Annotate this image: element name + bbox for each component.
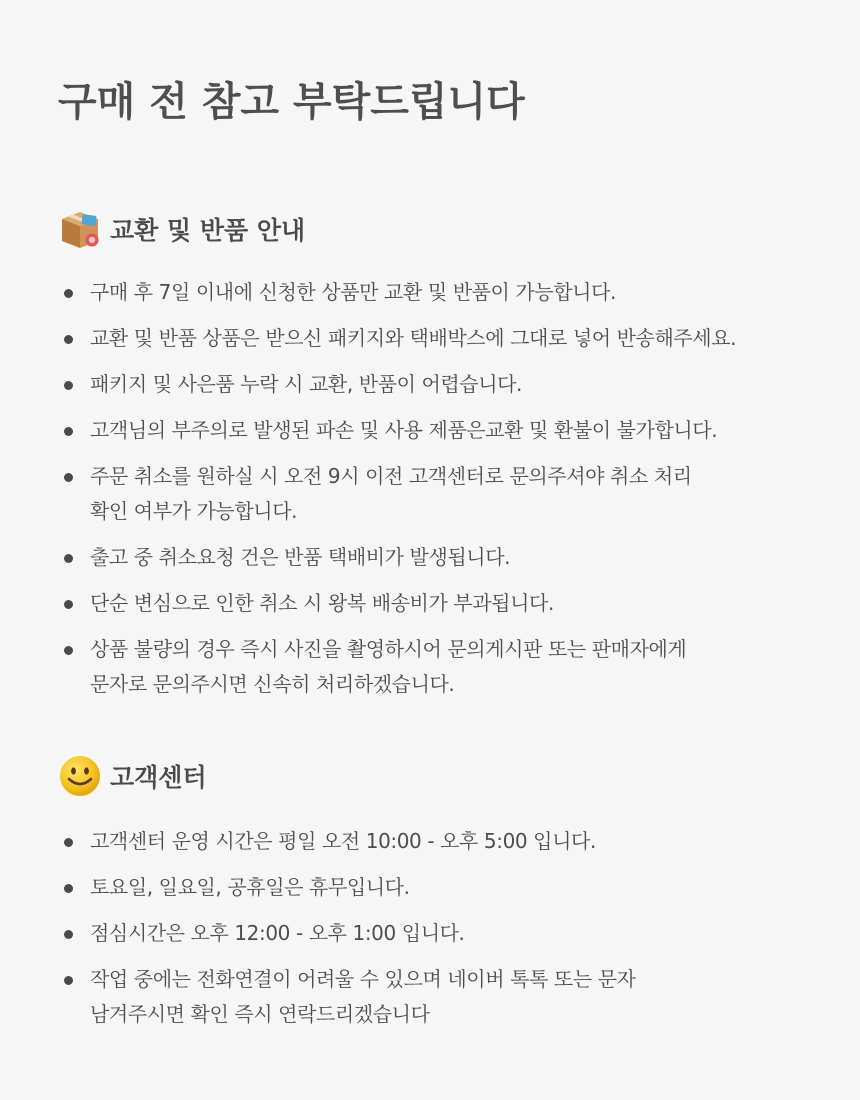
section-header bbox=[58, 752, 820, 800]
customer-center-section bbox=[58, 752, 820, 1043]
list-item: 상품 불량의 경우 즉시 사진을 촬영하시어 문의게시판 또는 판매자에게 문자로 문의주시면 신속히 처리하겠습니다. bbox=[58, 632, 820, 702]
list-item: 패키지 및 사은품 누락 시 교환, 반품이 어렵습니다. bbox=[58, 367, 820, 402]
list-item: 작업 중에는 전화연결이 어려울 수 있으며 네이버 톡톡 또는 문자 남겨주시면 확인 즉시 연락드리겠습니다 bbox=[58, 962, 820, 1032]
bullet-icon bbox=[64, 289, 73, 298]
list-item: 구매 후 7일 이내에 신청한 상품만 교환 및 반품이 가능합니다. bbox=[58, 275, 820, 310]
list-item: 단순 변심으로 인한 취소 시 왕복 배송비가 부과됩니다. bbox=[58, 586, 820, 621]
exchange-return-section bbox=[58, 205, 820, 713]
bullet-icon bbox=[64, 381, 73, 390]
bullet-icon bbox=[64, 884, 73, 893]
list-item: 고객님의 부주의로 발생된 파손 및 사용 제품은교환 및 환불이 불가합니다. bbox=[58, 413, 820, 448]
list-item: 토요일, 일요일, 공휴일은 휴무입니다. bbox=[58, 870, 820, 905]
exchange-return-list bbox=[58, 275, 820, 702]
section-heading: 고객센터 bbox=[110, 763, 207, 792]
bullet-icon bbox=[64, 473, 73, 482]
list-item: 출고 중 취소요청 건은 반품 택배비가 발생됩니다. bbox=[58, 540, 820, 575]
list-item: 고객센터 운영 시간은 평일 오전 10:00 - 오후 5:00 입니다. bbox=[58, 824, 820, 859]
list-item: 점심시간은 오후 12:00 - 오후 1:00 입니다. bbox=[58, 916, 820, 951]
customer-center-list bbox=[58, 824, 820, 1032]
bullet-icon bbox=[64, 930, 73, 939]
bullet-icon bbox=[64, 838, 73, 847]
list-item: 주문 취소를 원하실 시 오전 9시 이전 고객센터로 문의주셔야 취소 처리 확인 여부가 가능합니다. bbox=[58, 459, 820, 529]
list-item: 교환 및 반품 상품은 받으신 패키지와 택배박스에 그대로 넣어 반송해주세요. bbox=[58, 321, 820, 356]
package-box-icon bbox=[58, 207, 102, 251]
page-title: 구매 전 참고 부탁드립니다 bbox=[58, 79, 525, 125]
section-header bbox=[58, 205, 820, 253]
bullet-icon bbox=[64, 427, 73, 436]
bullet-icon bbox=[64, 335, 73, 344]
bullet-icon bbox=[64, 600, 73, 609]
section-heading: 교환 및 반품 안내 bbox=[110, 216, 306, 245]
bullet-icon bbox=[64, 554, 73, 563]
bullet-icon bbox=[64, 646, 73, 655]
bullet-icon bbox=[64, 976, 73, 985]
smiley-face-icon bbox=[58, 754, 102, 798]
